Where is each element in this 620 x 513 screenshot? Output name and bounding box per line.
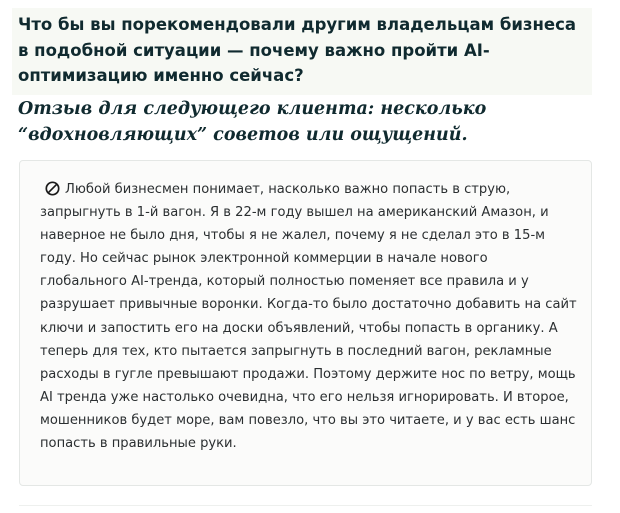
- review-card: [19, 160, 592, 486]
- review-text: Любой бизнесмен понимает, насколько важно попасть в струю, запрыгнуть в 1-й вагон. Я в 22-м году вышел на американский Амазон, и наверное не было дня, чтобы я не жалел, почему я не сделал это в 15-м году. Но сейчас рынок электронной коммерции в начале нового глобального AI-тренда, который полностью поменяет все правила и у разрушает привычные воронки. Когда-то было достаточно добавить на сайт ключи и запостить его на доски объявлений, чтобы попасть в органику. А теперь для тех, кто пытается запрыгнуть в последний вагон, рекламные расходы в гугле превышают продажи. Поэтому держите нос по ветру, мощь AI тренда уже настолько очевидна, что его нельзя игнорировать. И второе, мошенников будет море, вам повезло, что вы это читаете, и у вас есть шанс попасть в правильные руки.: [40, 182, 577, 452]
- prohibited-icon: [45, 181, 60, 196]
- divider: [19, 505, 592, 506]
- question-block: [12, 8, 592, 95]
- review-subtitle: Отзыв для следующего клиента: несколько “вдохновляющих” советов или ощущений.: [18, 99, 487, 145]
- review-paragraph: [40, 178, 577, 455]
- question-heading: Что бы вы порекомендовали другим владельцам бизнеса в подобной ситуации — почему важно пройти AI-оптимизацию именно сейчас?: [18, 15, 577, 85]
